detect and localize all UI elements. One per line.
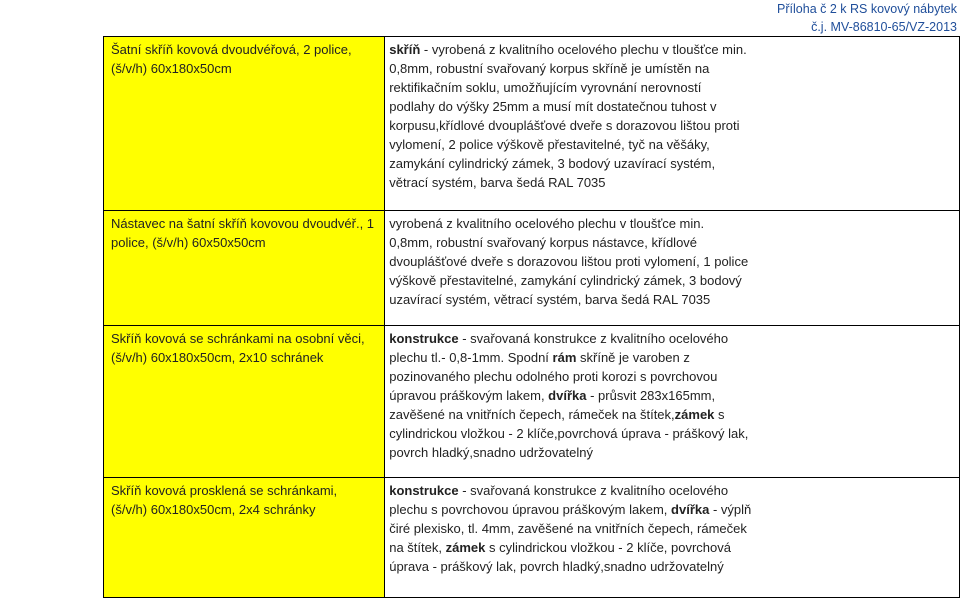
description-keyword: dvířka: [548, 388, 587, 403]
item-name-cell: Nástavec na šatní skříň kovovou dvoudvéř., 1 police, (š/v/h) 60x50x50cm: [104, 211, 385, 326]
description-keyword: rám: [552, 350, 577, 365]
description-keyword: dvířka: [671, 502, 710, 517]
description-text: s cylindrickou vložkou - 2 klíče,povrchová úprava - práškový lak, povrch hladký,snadno udržovatelný: [389, 407, 749, 460]
item-name-cell: Šatní skříň kovová dvoudvéřová, 2 police, (š/v/h) 60x180x50cm: [104, 37, 385, 211]
description-keyword: konstrukce: [389, 483, 459, 498]
document-header: [777, 0, 957, 36]
item-description-cell: vyrobená z kvalitního ocelového plechu v tloušťce min. 0,8mm, robustní svařovaný korpus nástavce, křídlové dvouplášťové dveře s dorazovou lištou proti vylomení, 1 police výškově přestavitelné, zamykání cylindrický zámek, 3 bodový uzavírací systém, větrací systém, barva šedá RAL 7035: [385, 211, 960, 326]
description-keyword: zámek: [445, 540, 486, 555]
item-name-cell: Skříň kovová prosklená se schránkami, (š/v/h) 60x180x50cm, 2x4 schránky: [104, 478, 385, 598]
item-description-cell: [385, 37, 960, 211]
description-keyword: skříň: [389, 42, 421, 57]
description-keyword: konstrukce: [389, 331, 459, 346]
description-keyword: zámek: [674, 407, 715, 422]
header-annex-line: Příloha č 2 k RS kovový nábytek: [777, 2, 957, 16]
table-row: [104, 478, 960, 598]
description-text: s cylindrickou vložkou - 2 klíče, povrchová úprava - práškový lak, povrch hladký,snadno udržovatelný: [389, 540, 731, 574]
description-text: - vyrobená z kvalitního ocelového plechu v tloušťce min. 0,8mm, robustní svařovaný korpus skříně je umístěn na rektifikačním soklu, umožňujícím vyrovnání nerovností podlahy do výšky 25mm a musí mít dostatečnou tuhost v korpusu,křídlové dvouplášťové dveře s dorazovou lištou proti vylomení, 2 police výškově přestavitelné, tyč na věšáky, zamykání cylindrický zámek, 3 bodový uzavírací systém, větrací systém, barva šedá RAL 7035: [389, 42, 747, 190]
description-text: - svařovaná konstrukce z kvalitního ocelového plechu tl.- 0,8-1mm. Spodní: [389, 331, 729, 365]
table-row: [104, 326, 960, 478]
item-description-cell: [385, 326, 960, 478]
description-text: - svařovaná konstrukce z kvalitního ocelového plechu s povrchovou úpravou práškovým lakem,: [389, 483, 729, 517]
furniture-spec-table: [103, 36, 960, 598]
item-description-cell: [385, 478, 960, 598]
table-row: [104, 37, 960, 211]
description-text: skříně je varoben z pozinovaného plechu odolného proti korozi s povrchovou úpravou práškovým lakem,: [389, 350, 718, 403]
header-reference-number: č.j. MV-86810-65/VZ-2013: [811, 20, 957, 34]
description-text: - průsvit 283x165mm, zavěšené na vnitřních čepech, rámeček na štítek,: [389, 388, 716, 422]
table-row: [104, 211, 960, 326]
item-name-cell: Skříň kovová se schránkami na osobní věci, (š/v/h) 60x180x50cm, 2x10 schránek: [104, 326, 385, 478]
description-text: - výplň čiré plexisko, tl. 4mm, zavěšené na vnitřních čepech, rámeček na štítek,: [389, 502, 752, 555]
